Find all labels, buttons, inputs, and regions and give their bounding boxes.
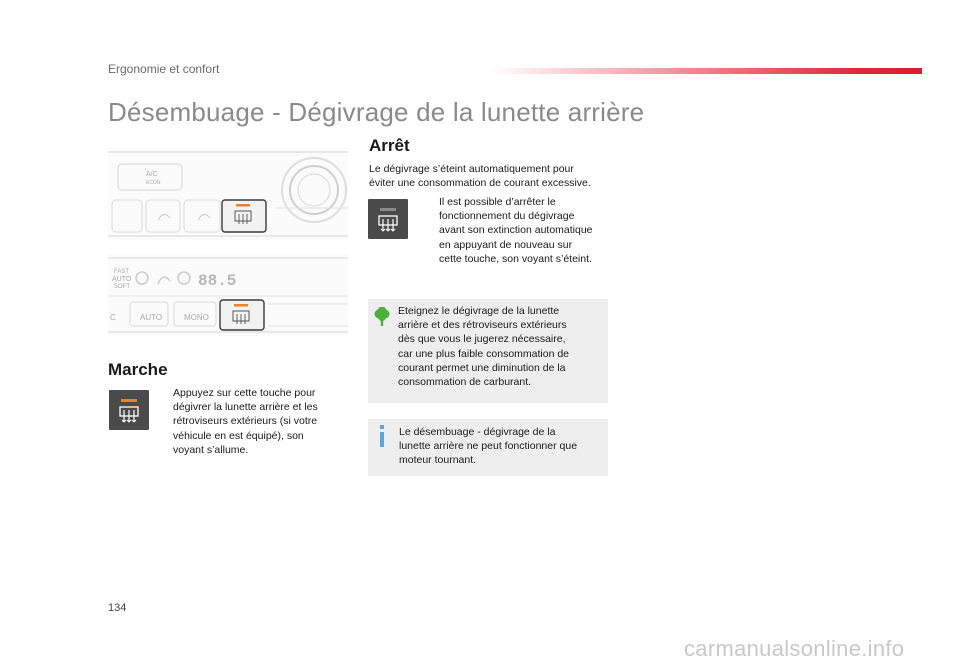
rear-defrost-off-icon: [368, 199, 408, 239]
defrost-led-top: [236, 204, 250, 207]
defrost-led-bottom: [234, 304, 248, 307]
page-title: Désembuage - Dégivrage de la lunette arrière: [108, 97, 645, 127]
info-note-text: Le désembuage - dégivrage de la lunette arrière ne peut fonctionner que moteur tournant.: [399, 426, 578, 467]
auto-button-label: AUTO: [140, 313, 163, 322]
arret-text: Il est possible d’arrêter le fonctionnement du dégivrage avant son extinction automatique en appuyant de nouveau sur cette touche, son voyant s’éteint.: [439, 196, 593, 265]
page-number: 134: [108, 602, 127, 614]
mono-button-label: MONO: [184, 313, 209, 322]
fast-label: FAST: [114, 269, 130, 275]
soft-label: SOFT: [114, 284, 130, 290]
marche-heading: Marche: [108, 360, 168, 379]
rear-defrost-on-icon: [109, 390, 149, 430]
ac-label: A/C: [146, 171, 158, 178]
info-icon: [377, 425, 387, 447]
header-accent-bar: [490, 68, 922, 74]
marche-text: Appuyez sur cette touche pour dégivrer la lunette arrière et les rétroviseurs extérieurs (si votre véhicule en est équipé), son voyant s’allume.: [173, 387, 318, 456]
eco-note-text: Eteignez le dégivrage de la lunette arrière et des rétroviseurs extérieurs dès que vous le jugerez nécessaire, car une plus faible consommation de courant permet une diminution de la consommation de carburant.: [398, 305, 570, 389]
c-button-label: C: [110, 313, 116, 322]
control-panel-illustration-bottom: [108, 254, 348, 336]
ac-sub-label: ECON: [146, 180, 161, 186]
watermark: carmanualsonline.info: [684, 636, 905, 661]
eco-tree-icon: [374, 307, 390, 327]
info-note-box: [368, 419, 608, 476]
arret-heading: Arrêt: [369, 136, 410, 155]
eco-note-box: [368, 299, 608, 403]
control-panel-illustration-top: [108, 148, 348, 240]
temperature-display: 88.5: [198, 272, 237, 290]
arret-intro: Le dégivrage s’éteint automatiquement pour éviter une consommation de courant excessive.: [369, 163, 591, 190]
auto-mode-label: AUTO: [112, 276, 132, 283]
section-label: Ergonomie et confort: [108, 62, 220, 76]
